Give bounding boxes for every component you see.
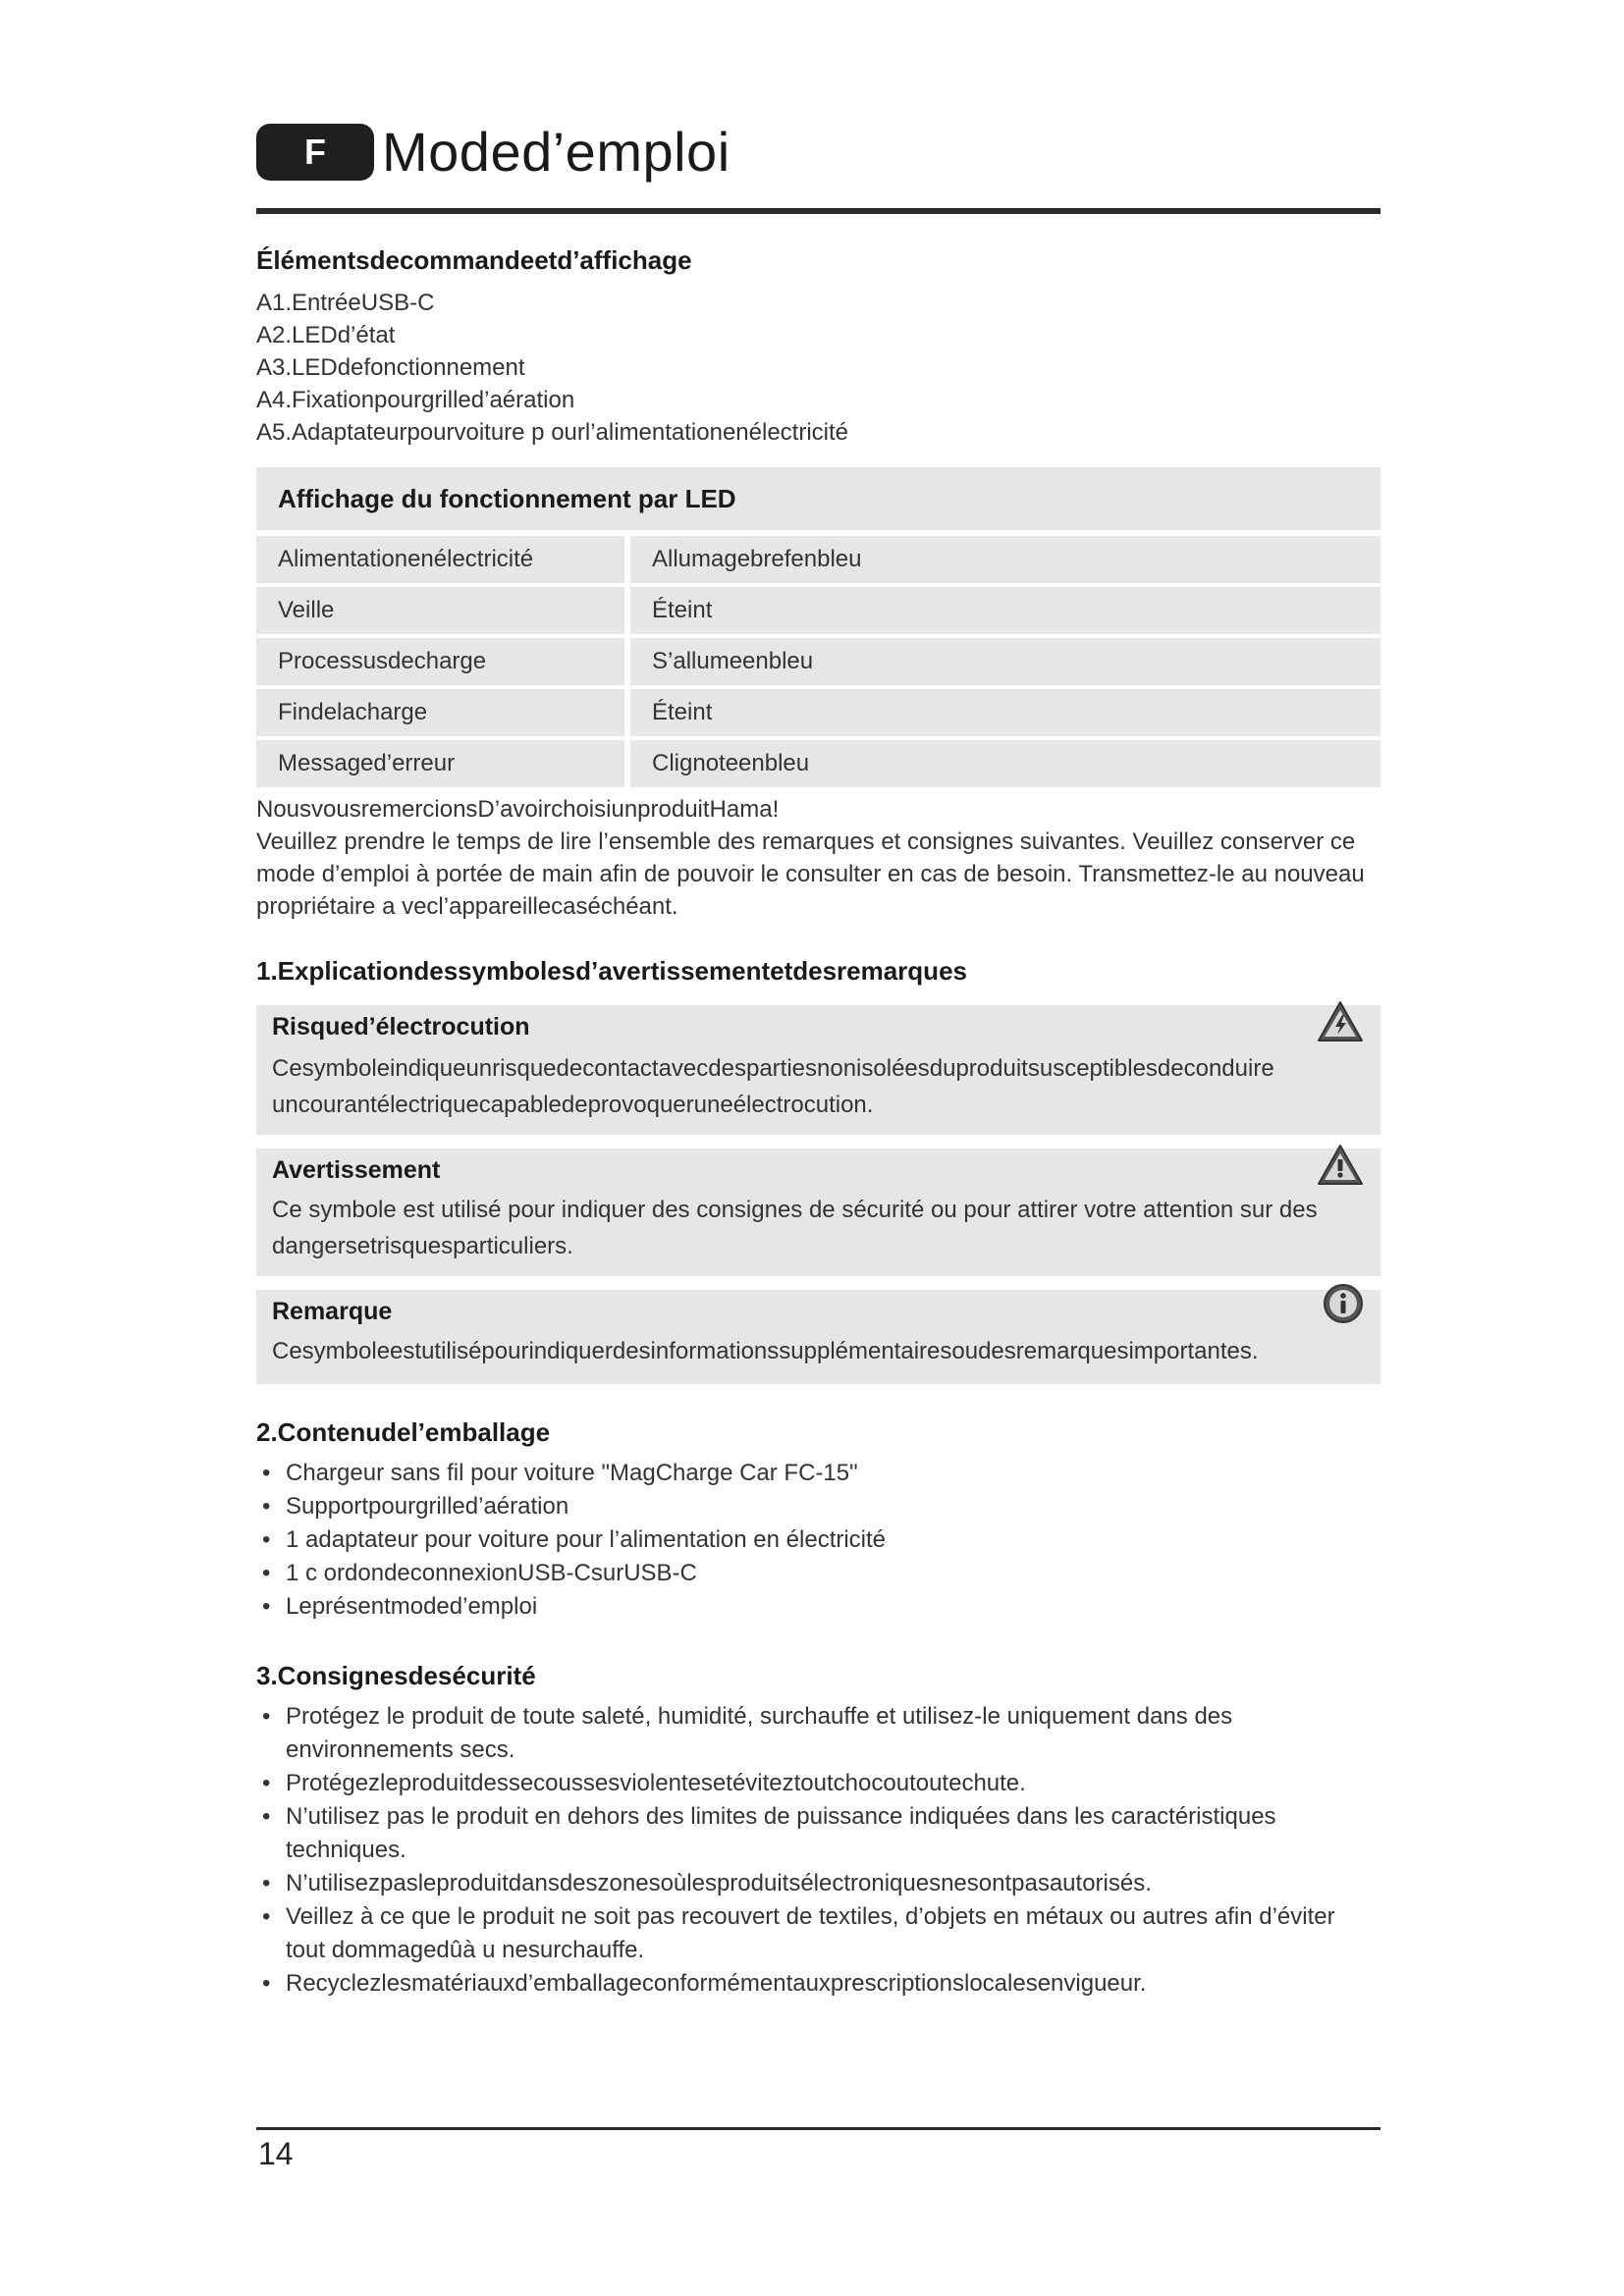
controls-list — [256, 287, 1380, 449]
led-state-cell: Messaged’erreur — [256, 740, 624, 787]
page-title: Moded’emploi — [382, 121, 731, 183]
intro-thanks: NousvousremercionsD’avoirchoisiunproduitHama! — [256, 796, 780, 823]
contents-heading: 2.Contenudel’emballage — [256, 1417, 551, 1447]
led-behavior-cell: Éteint — [630, 587, 1380, 634]
electric-hazard-icon — [1316, 999, 1365, 1044]
controls-heading: Élémentsdecommandeetd’affichage — [256, 245, 692, 275]
control-item: A4.Fixationpourgrilled’aération — [256, 387, 575, 413]
symbol-box-note — [256, 1290, 1380, 1384]
list-item: • Chargeur sans fil pour voiture "MagCharge Car FC-15" — [256, 1457, 1380, 1490]
symbol-box-warning — [256, 1148, 1380, 1276]
led-behavior-cell: S’allumeenbleu — [630, 638, 1380, 685]
warning-icon — [1316, 1143, 1365, 1188]
led-behavior-cell: Allumagebrefenbleu — [630, 536, 1380, 583]
list-item: • Protégez le produit de toute saleté, humidité, surchauffe et utilisez-le uniquement dans des environnements secs. — [256, 1700, 1380, 1767]
page-header — [256, 118, 1380, 210]
intro-text — [256, 793, 1380, 923]
symbol-description — [272, 1192, 1322, 1264]
led-table-heading: Affichage du fonctionnement par LED — [256, 467, 1380, 530]
list-item: • Leprésentmoded’emploi — [256, 1590, 1380, 1624]
symbol-title: Remarque — [272, 1298, 393, 1325]
package-contents-section — [256, 1415, 1380, 1624]
symbol-title: Risqued’électrocution — [272, 1013, 530, 1041]
controls-section — [256, 243, 1380, 449]
symbols-section — [256, 954, 1380, 1364]
list-item: • N’utilisez pas le produit en dehors des limites de puissance indiquées dans les caractéristiques techniques. — [256, 1800, 1380, 1867]
led-table — [256, 467, 1380, 791]
list-item: • Supportpourgrilled’aération — [256, 1490, 1380, 1523]
symbol-title: Avertissement — [272, 1156, 441, 1184]
led-state-cell: Processusdecharge — [256, 638, 624, 685]
list-item: • 1 adaptateur pour voiture pour l’alimentation en électricité — [256, 1523, 1380, 1557]
symbol-description-line: Cesymboleestutilisépourindiquerdesinformationssupplémentairesoudesremarquesimportantes. — [272, 1338, 1259, 1364]
list-item: • N’utilisezpasleproduitdansdeszonesoùlesproduitsélectroniquesnesontpasautorisés. — [256, 1867, 1380, 1900]
symbol-description-line: Ce symbole est utilisé pour indiquer des consignes de sécurité ou pour attirer votre attention sur des — [272, 1197, 1318, 1223]
table-row — [256, 740, 1380, 787]
safety-list — [256, 1700, 1380, 2001]
led-behavior-cell: Éteint — [630, 689, 1380, 736]
control-item: A5.Adaptateurpourvoiture p ourl’alimentationenélectricité — [256, 419, 849, 446]
symbol-description-line: uncourantélectriquecapabledeprovoqueruneélectrocution. — [272, 1092, 874, 1118]
table-row — [256, 689, 1380, 736]
safety-section — [256, 1659, 1380, 2001]
safety-heading: 3.Consignesdesécurité — [256, 1661, 536, 1690]
manual-page — [256, 118, 1380, 1997]
symbols-heading: 1.Explicationdessymbolesd’avertissementetdesremarques — [256, 956, 967, 986]
info-icon — [1322, 1282, 1365, 1325]
symbol-description — [272, 1333, 1322, 1369]
control-item: A2.LEDd’état — [256, 322, 396, 348]
table-row — [256, 587, 1380, 634]
symbol-description-line: Cesymboleindiqueunrisquedecontactavecdespartiesnonisoléesduproduitsusceptiblesdeconduire — [272, 1055, 1274, 1082]
list-item: • Veillez à ce que le produit ne soit pas recouvert de textiles, d’objets en métaux ou autres afin d’éviter tout dommagedûà u nesurchauffe. — [256, 1900, 1380, 1967]
intro-paragraph-line: mode d’emploi à portée de main afin de pouvoir le consulter en cas de besoin. Transmettez-le au nouveau — [256, 861, 1365, 887]
led-behavior-cell: Clignoteenbleu — [630, 740, 1380, 787]
contents-list — [256, 1457, 1380, 1624]
control-item: A1.EntréeUSB-C — [256, 290, 435, 316]
header-divider — [256, 208, 1380, 214]
intro-paragraph-line: propriétaire a vecl’appareillecaséchéant. — [256, 893, 678, 920]
footer-divider — [256, 2127, 1380, 2130]
table-row — [256, 638, 1380, 685]
control-item: A3.LEDdefonctionnement — [256, 354, 525, 381]
language-badge: F — [256, 124, 374, 181]
list-item: • Recyclezlesmatériauxd’emballageconformémentauxprescriptionslocalesenvigueur. — [256, 1967, 1380, 2001]
list-item: • Protégezleproduitdessecoussesviolentesetéviteztoutchocoutoutechute. — [256, 1767, 1380, 1800]
table-row — [256, 536, 1380, 583]
page-number: 14 — [258, 2136, 294, 2171]
list-item: • 1 c ordondeconnexionUSB-CsurUSB-C — [256, 1557, 1380, 1590]
symbol-description — [272, 1050, 1322, 1123]
symbol-description-line: dangersetrisquesparticuliers. — [272, 1233, 573, 1259]
led-state-cell: Alimentationenélectricité — [256, 536, 624, 583]
led-state-cell: Findelacharge — [256, 689, 624, 736]
symbol-box-electric — [256, 1005, 1380, 1135]
intro-paragraph-line: Veuillez prendre le temps de lire l’ensemble des remarques et consignes suivantes. Veuillez conserver ce — [256, 828, 1356, 855]
led-state-cell: Veille — [256, 587, 624, 634]
